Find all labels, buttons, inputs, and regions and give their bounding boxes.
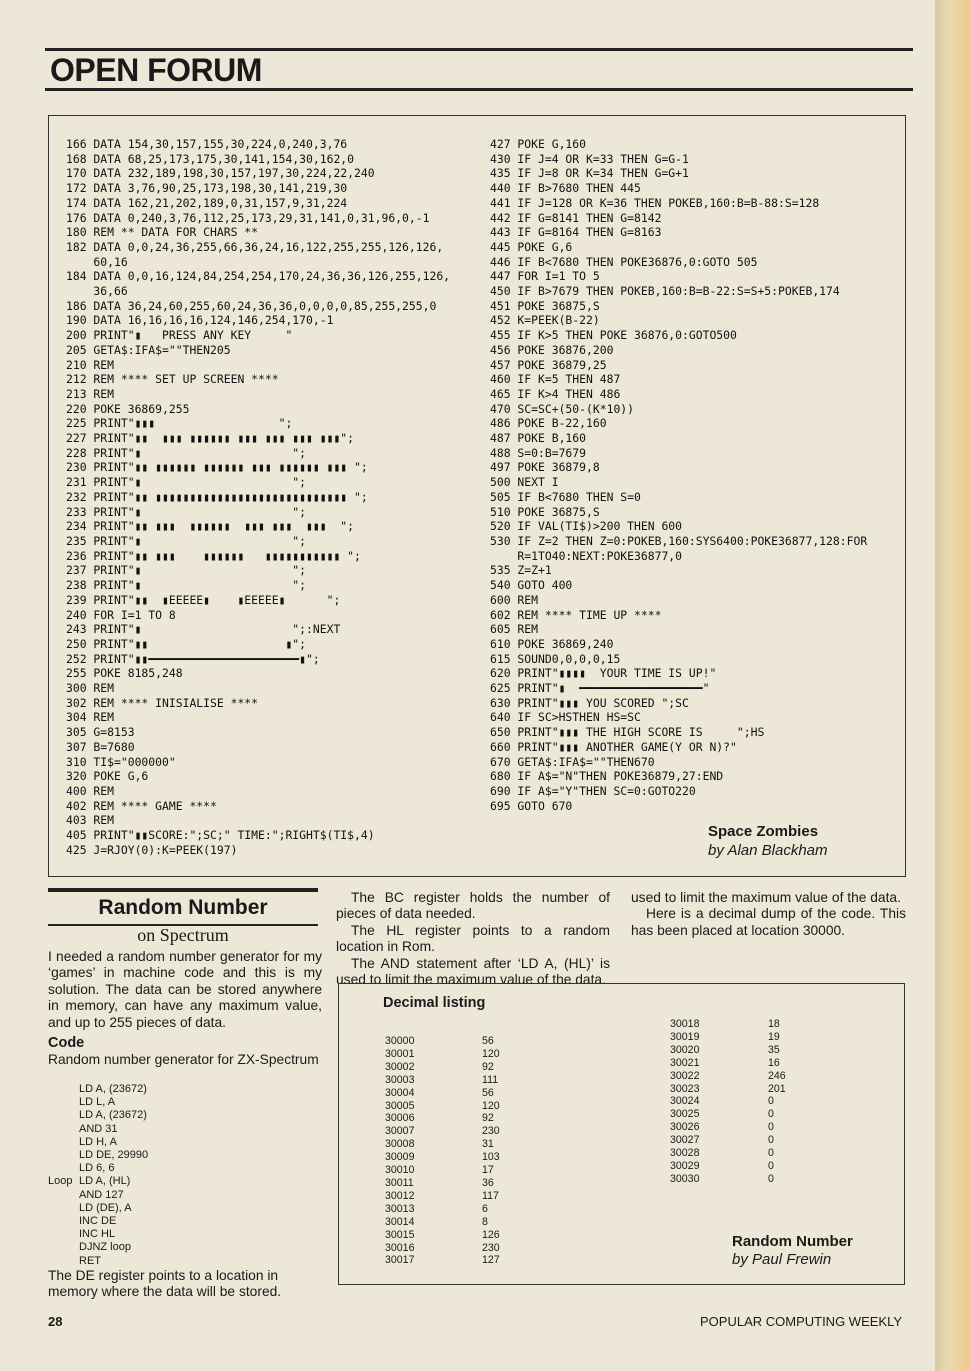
text-line: 465 IF K>4 THEN 486 <box>490 386 621 401</box>
text-line: Loop <box>48 1175 73 1188</box>
space-zombies-code-right <box>490 137 867 813</box>
text-line: 56 <box>482 1086 494 1099</box>
random-number-intro: I needed a random number generator for my ‘games’ in machine code and this is my solution. The data can be stored anywhere in memory, can have any maximum value, and up to 255 pieces of data. <box>48 949 322 1030</box>
text-line: 305 G=8153 <box>66 725 135 740</box>
text-line: 520 IF VAL(TI$)>200 THEN 600 <box>490 519 683 534</box>
text-line: 246 <box>768 1069 786 1082</box>
and-paragraph: The AND statement after ‘LD A, (HL)’ is used to limit the maximum value of the data. <box>336 955 610 988</box>
magazine-name: POPULAR COMPUTING WEEKLY <box>700 1314 903 1329</box>
text-line: 470 SC=SC+(50-(K*10)) <box>490 401 635 416</box>
text-line: 0 <box>768 1159 774 1172</box>
text-line: 8 <box>482 1215 488 1228</box>
section-title: OPEN FORUM <box>50 52 262 88</box>
text-line: 625 PRINT"▮ ━━━━━━━━━━━━━━━━━━" <box>490 681 710 696</box>
text-line: LD A, (23672) <box>79 1083 147 1095</box>
text-line: 530 IF Z=2 THEN Z=0:POKEB,160:SYS6400:POKE36877,128:FOR <box>490 533 868 548</box>
text-line: 670 GETA$:IFA$=""THEN670 <box>490 754 655 769</box>
text-line: 92 <box>482 1112 494 1125</box>
text-line: 600 REM <box>490 592 539 607</box>
text-line: 435 IF J=8 OR K=34 THEN G=G+1 <box>490 166 689 181</box>
text-line: 320 POKE G,6 <box>66 769 149 784</box>
text-line: 30001 <box>385 1047 415 1060</box>
text-line: 30010 <box>385 1164 415 1177</box>
text-line: 30012 <box>385 1189 415 1202</box>
text-line: 239 PRINT"▮▮ ▮EEEEE▮ ▮EEEEE▮ "; <box>66 592 341 607</box>
text-line: 210 REM <box>66 357 115 372</box>
asm-instructions <box>79 1083 148 1268</box>
hl-paragraph: The HL register points to a random location in Rom. <box>336 922 610 955</box>
text-line: LD A, (23672) <box>79 1109 147 1122</box>
text-line: 427 POKE G,160 <box>490 137 587 151</box>
text-line: INC HL <box>79 1228 116 1241</box>
text-line <box>48 1123 80 1136</box>
text-line: 213 REM <box>66 386 115 401</box>
text-line: 30004 <box>385 1086 415 1099</box>
text-line: 445 POKE G,6 <box>490 239 573 254</box>
text-line: RET <box>79 1254 101 1267</box>
text-line: 640 IF SC>HSTHEN HS=SC <box>490 710 641 725</box>
text-line: 232 PRINT"▮▮ ▮▮▮▮▮▮▮▮▮▮▮▮▮▮▮▮▮▮▮▮▮▮▮▮▮▮▮▮ "; <box>66 489 368 504</box>
random-number-subheading: on Spectrum <box>137 925 229 945</box>
top-rule <box>45 48 913 51</box>
text-line: 30011 <box>385 1176 414 1189</box>
text-line: 36,66 <box>66 284 128 299</box>
page-spine <box>935 0 970 1371</box>
text-line <box>48 1162 80 1175</box>
text-line: LD 6, 6 <box>79 1162 115 1175</box>
text-line: 310 TI$="000000" <box>66 754 176 769</box>
text-line: INC DE <box>79 1215 117 1228</box>
text-line: 30014 <box>385 1215 415 1228</box>
text-line: 446 IF B<7680 THEN POKE36876,0:GOTO 505 <box>490 254 758 269</box>
listing-addresses-right <box>670 1018 699 1186</box>
text-line <box>48 1189 80 1202</box>
text-line: 120 <box>482 1099 500 1112</box>
text-line: 660 PRINT"▮▮▮ ANOTHER GAME(Y OR N)?" <box>490 739 737 754</box>
text-line: 182 DATA 0,0,24,36,255,66,36,24,16,122,255,255,126,126, <box>66 239 444 254</box>
text-line: 630 PRINT"▮▮▮ YOU SCORED ";SC <box>490 695 689 710</box>
text-line: 403 REM <box>66 813 115 828</box>
text-line: 56 <box>482 1035 494 1047</box>
text-line: 35 <box>768 1043 780 1056</box>
middle-column <box>336 890 610 988</box>
text-line <box>48 1215 80 1228</box>
text-line: 180 REM ** DATA FOR CHARS ** <box>66 225 259 240</box>
code-heading: Code <box>48 1035 85 1051</box>
text-line: 30009 <box>385 1151 415 1164</box>
text-line: 605 REM <box>490 622 539 637</box>
text-line: AND 127 <box>79 1188 124 1201</box>
and-continued-paragraph: used to limit the maximum value of the data. <box>631 890 901 905</box>
text-line: 30028 <box>670 1147 700 1160</box>
text-line: 184 DATA 0,0,16,124,84,254,254,170,24,36,36,126,255,126, <box>66 269 451 284</box>
text-line: 0 <box>768 1108 774 1121</box>
text-line: 252 PRINT"▮▮━━━━━━━━━━━━━━━━━━━━━━▮"; <box>66 651 320 666</box>
text-line: 30002 <box>385 1060 415 1073</box>
text-line: 243 PRINT"▮ ";:NEXT <box>66 622 341 637</box>
text-line: 30019 <box>670 1030 700 1043</box>
text-line: 440 IF B>7680 THEN 445 <box>490 181 641 196</box>
text-line: 487 POKE B,160 <box>490 431 587 446</box>
text-line: 30006 <box>385 1112 415 1125</box>
text-line <box>48 1255 80 1268</box>
text-line: 0 <box>768 1147 774 1160</box>
text-line: 170 DATA 232,189,198,30,157,197,30,224,22,240 <box>66 166 375 181</box>
listing-addresses-left <box>385 1035 414 1267</box>
text-line: 6 <box>482 1202 488 1215</box>
text-line: 237 PRINT"▮ "; <box>66 563 307 578</box>
text-line: 236 PRINT"▮▮ ▮▮▮ ▮▮▮▮▮▮ ▮▮▮▮▮▮▮▮▮▮▮ "; <box>66 548 361 563</box>
text-line: 30023 <box>670 1082 700 1095</box>
text-line: 205 GETA$:IFA$=""THEN205 <box>66 342 231 357</box>
text-line: 30013 <box>385 1202 415 1215</box>
text-line <box>48 1096 80 1109</box>
text-line: 690 IF A$="Y"THEN SC=0:GOTO220 <box>490 783 696 798</box>
text-line: 443 IF G=8164 THEN G=8163 <box>490 225 662 240</box>
text-line: 220 POKE 36869,255 <box>66 401 190 416</box>
text-line: 402 REM **** GAME **** <box>66 798 217 813</box>
text-line: 166 DATA 154,30,157,155,30,224,0,240,3,76 <box>66 137 348 151</box>
text-line: 695 GOTO 670 <box>490 798 573 813</box>
text-line: 36 <box>482 1176 494 1189</box>
text-line: 212 REM **** SET UP SCREEN **** <box>66 372 279 387</box>
dump-paragraph: Here is a decimal dump of the code. This has been placed at location 30000. <box>631 906 906 938</box>
text-line: 30008 <box>385 1138 415 1151</box>
text-line: 240 FOR I=1 TO 8 <box>66 607 176 622</box>
random-number-top-rule <box>48 888 318 892</box>
text-line: LD H, A <box>79 1135 117 1148</box>
text-line: 441 IF J=128 OR K=36 THEN POKEB,160:B=B-88:S=128 <box>490 195 820 210</box>
text-line: 486 POKE B-22,160 <box>490 416 607 431</box>
text-line: 455 IF K>5 THEN POKE 36876,0:GOTO500 <box>490 328 737 343</box>
text-line: DJNZ loop <box>79 1241 131 1254</box>
text-line: 610 POKE 36869,240 <box>490 636 614 651</box>
text-line: 680 IF A$="N"THEN POKE36879,27:END <box>490 769 724 784</box>
text-line: AND 31 <box>79 1122 118 1135</box>
text-line: 16 <box>768 1056 780 1069</box>
text-line: 535 Z=Z+1 <box>490 563 552 578</box>
text-line: 0 <box>768 1134 774 1147</box>
text-line: 457 POKE 36879,25 <box>490 357 607 372</box>
text-line: 30016 <box>385 1241 415 1254</box>
text-line: 234 PRINT"▮▮ ▮▮▮ ▮▮▮▮▮▮ ▮▮▮ ▮▮▮ ▮▮▮ "; <box>66 519 355 534</box>
text-line: 117 <box>482 1189 499 1202</box>
text-line: 425 J=RJOY(0):K=PEEK(197) <box>66 842 238 857</box>
text-line: LD A, (HL) <box>79 1175 131 1188</box>
text-line: LD L, A <box>79 1096 116 1109</box>
text-line <box>48 1202 80 1215</box>
text-line: 30017 <box>385 1254 415 1267</box>
text-line: 235 PRINT"▮ "; <box>66 533 307 548</box>
text-line: 30005 <box>385 1099 415 1112</box>
random-number-caption-title: Random Number <box>732 1233 853 1250</box>
random-number-caption-author: by Paul Frewin <box>732 1251 832 1268</box>
text-line: 405 PRINT"▮▮SCORE:";SC;" TIME:";RIGHT$(TI$,4) <box>66 828 375 843</box>
text-line: 602 REM **** TIME UP **** <box>490 607 662 622</box>
text-line: 497 POKE 36879,8 <box>490 460 600 475</box>
text-line: 302 REM **** INISIALISE **** <box>66 695 259 710</box>
text-line: 120 <box>482 1047 500 1060</box>
text-line: 255 POKE 8185,248 <box>66 666 183 681</box>
text-line: 30021 <box>670 1056 700 1069</box>
text-line: 176 DATA 0,240,3,76,112,25,173,29,31,141,0,31,96,0,-1 <box>66 210 430 225</box>
text-line: 650 PRINT"▮▮▮ THE HIGH SCORE IS ";HS <box>490 725 765 740</box>
code-description: Random number generator for ZX-Spectrum <box>48 1052 319 1067</box>
text-line: 510 POKE 36875,S <box>490 504 600 519</box>
text-line: 304 REM <box>66 710 115 725</box>
text-line: 30007 <box>385 1125 415 1138</box>
text-line: 500 NEXT I <box>490 475 559 490</box>
text-line: 190 DATA 16,16,16,16,124,146,254,170,-1 <box>66 313 334 328</box>
text-line: 30022 <box>670 1069 700 1082</box>
text-line: 230 PRINT"▮▮ ▮▮▮▮▮▮ ▮▮▮▮▮▮ ▮▮▮ ▮▮▮▮▮▮ ▮▮▮ "; <box>66 460 368 475</box>
text-line: 30018 <box>670 1018 700 1030</box>
text-line: 615 SOUND0,0,0,0,15 <box>490 651 621 666</box>
text-line: 230 <box>482 1125 500 1138</box>
text-line: 447 FOR I=1 TO 5 <box>490 269 600 284</box>
text-line <box>48 1136 80 1149</box>
text-line: 30027 <box>670 1134 700 1147</box>
text-line: 620 PRINT"▮▮▮▮ YOUR TIME IS UP!" <box>490 666 717 681</box>
text-line: R=1TO40:NEXT:POKE36877,0 <box>490 548 683 563</box>
text-line: 18 <box>768 1018 780 1030</box>
text-line: 460 IF K=5 THEN 487 <box>490 372 621 387</box>
text-line: 227 PRINT"▮▮ ▮▮▮ ▮▮▮▮▮▮ ▮▮▮ ▮▮▮ ▮▮▮ ▮▮▮"; <box>66 431 355 446</box>
text-line: LD DE, 29990 <box>79 1149 149 1162</box>
text-line <box>48 1228 80 1241</box>
text-line: 30025 <box>670 1108 700 1121</box>
text-line: 452 K=PEEK(B-22) <box>490 313 600 328</box>
text-line: 126 <box>482 1228 500 1241</box>
text-line: 450 IF B>7679 THEN POKEB,160:B=B-22:S=S+5:POKEB,174 <box>490 284 840 299</box>
de-register-paragraph: The DE register points to a location in memory where the data will be stored. <box>48 1268 282 1300</box>
text-line: 174 DATA 162,21,202,189,0,31,157,9,31,224 <box>66 195 348 210</box>
text-line: 540 GOTO 400 <box>490 578 573 593</box>
text-line: 92 <box>482 1060 494 1073</box>
text-line: 17 <box>482 1164 494 1177</box>
text-line: 0 <box>768 1172 774 1185</box>
text-line: 30030 <box>670 1172 700 1185</box>
text-line: 172 DATA 3,76,90,25,173,198,30,141,219,30 <box>66 181 348 196</box>
space-zombies-caption-author: by Alan Blackham <box>708 842 828 859</box>
page-number: 28 <box>48 1314 63 1329</box>
text-line: 30000 <box>385 1035 415 1047</box>
text-line: 30026 <box>670 1121 700 1134</box>
text-line: 168 DATA 68,25,173,175,30,141,154,30,162,0 <box>66 151 355 166</box>
text-line <box>48 1083 80 1096</box>
text-line: 225 PRINT"▮▮▮ "; <box>66 416 293 431</box>
text-line: 31 <box>482 1138 494 1151</box>
text-line: 231 PRINT"▮ "; <box>66 475 307 490</box>
text-line: 233 PRINT"▮ "; <box>66 504 307 519</box>
text-line: 250 PRINT"▮▮ ▮"; <box>66 636 307 651</box>
asm-labels <box>48 1083 80 1268</box>
text-line: 30029 <box>670 1159 700 1172</box>
text-line: LD (DE), A <box>79 1201 132 1214</box>
listing-values-left <box>482 1035 500 1267</box>
text-line: 111 <box>482 1073 499 1086</box>
text-line: 30003 <box>385 1073 415 1086</box>
text-line: 127 <box>482 1254 500 1267</box>
text-line: 103 <box>482 1151 500 1164</box>
text-line: 442 IF G=8141 THEN G=8142 <box>490 210 662 225</box>
text-line: 488 S=0:B=7679 <box>490 445 587 460</box>
text-line: 505 IF B<7680 THEN S=0 <box>490 489 641 504</box>
right-column <box>631 890 906 939</box>
text-line: 300 REM <box>66 681 115 696</box>
text-line: 430 IF J=4 OR K=33 THEN G=G-1 <box>490 151 689 166</box>
text-line: 30015 <box>385 1228 415 1241</box>
text-line: 451 POKE 36875,S <box>490 298 600 313</box>
text-line: 19 <box>768 1030 780 1043</box>
text-line: 30020 <box>670 1043 700 1056</box>
bc-paragraph: The BC register holds the number of pieces of data needed. <box>336 890 610 922</box>
text-line: 230 <box>482 1241 500 1254</box>
text-line: 60,16 <box>66 254 128 269</box>
space-zombies-code-left <box>66 137 450 857</box>
text-line: 238 PRINT"▮ "; <box>66 578 307 593</box>
header-rule <box>45 88 913 91</box>
text-line: 456 POKE 36876,200 <box>490 342 614 357</box>
text-line: 200 PRINT"▮ PRESS ANY KEY " <box>66 328 293 343</box>
text-line: 400 REM <box>66 783 115 798</box>
text-line: 307 B=7680 <box>66 739 135 754</box>
text-line <box>48 1241 80 1254</box>
listing-values-right <box>768 1018 786 1186</box>
text-line: 30024 <box>670 1095 700 1108</box>
text-line: 201 <box>768 1082 786 1095</box>
text-line: 228 PRINT"▮ "; <box>66 445 307 460</box>
text-line <box>48 1109 80 1122</box>
text-line: 0 <box>768 1095 774 1108</box>
space-zombies-caption-title: Space Zombies <box>708 823 819 840</box>
text-line: 186 DATA 36,24,60,255,60,24,36,36,0,0,0,0,85,255,255,0 <box>66 298 437 313</box>
text-line <box>48 1149 80 1162</box>
text-line: 0 <box>768 1121 774 1134</box>
decimal-listing-title: Decimal listing <box>383 995 486 1011</box>
random-number-heading: Random Number <box>98 896 268 919</box>
